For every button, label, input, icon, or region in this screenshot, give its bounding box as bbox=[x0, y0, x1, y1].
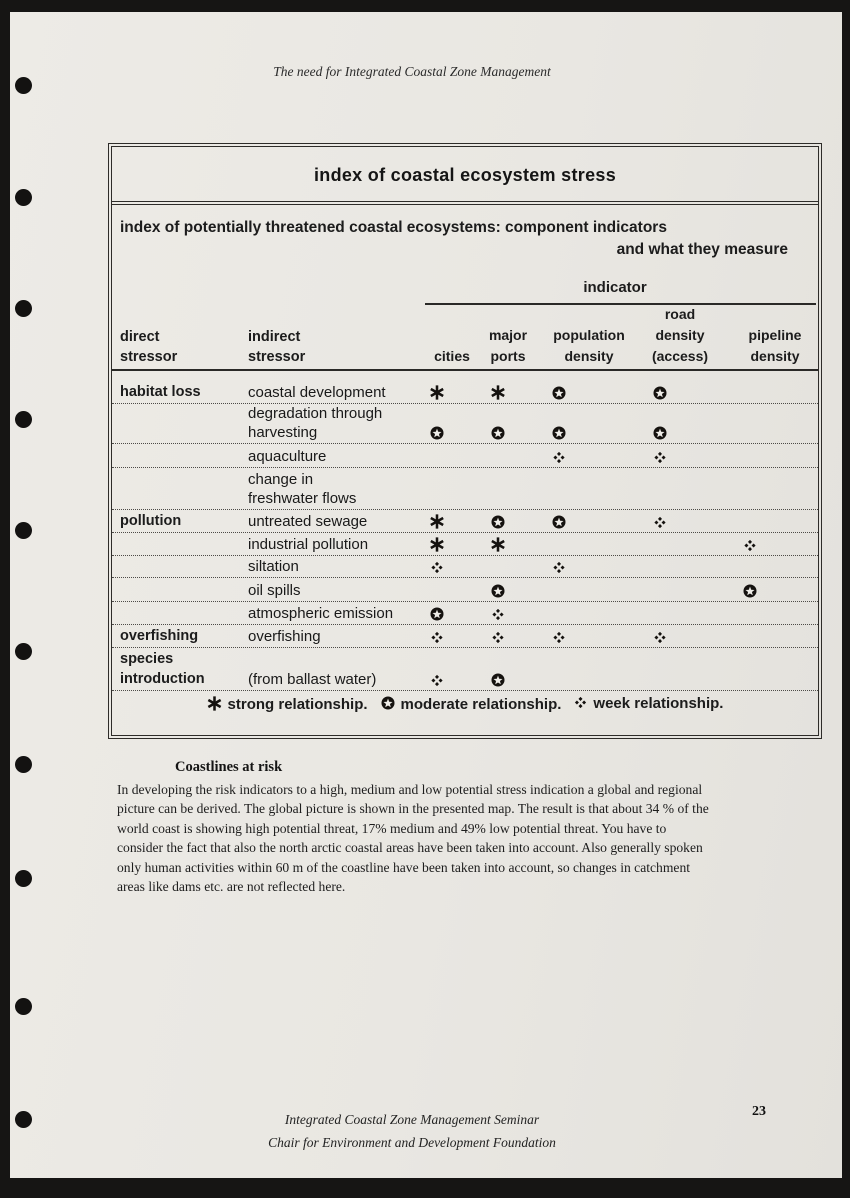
direct-stressor-label: overfishing bbox=[120, 628, 199, 644]
relationship-cell bbox=[430, 607, 444, 621]
indirect-stressor-label: overfishing bbox=[248, 628, 321, 645]
relationship-cell bbox=[552, 386, 566, 400]
relationship-cell bbox=[430, 426, 444, 440]
column-header-band bbox=[112, 307, 818, 369]
four-diamonds-icon bbox=[553, 451, 566, 468]
legend-label: strong relationship. bbox=[227, 696, 368, 713]
title-divider bbox=[112, 201, 818, 205]
indirect-stressor-label: coastal development bbox=[248, 384, 386, 401]
relationship-cell bbox=[552, 515, 566, 529]
header-divider bbox=[112, 369, 818, 371]
relationship-cell bbox=[431, 631, 444, 644]
relationship-cell bbox=[552, 426, 566, 440]
table-row bbox=[112, 373, 818, 404]
table-subtitle-line-1: index of potentially threatened coastal ecosystems: component indicators bbox=[120, 219, 667, 236]
heavy-asterisk-icon bbox=[491, 387, 506, 404]
indirect-stressor-label: untreated sewage bbox=[248, 513, 368, 530]
hole-punch bbox=[15, 756, 32, 773]
heavy-asterisk-icon bbox=[207, 695, 222, 714]
table-title: index of coastal ecosystem stress bbox=[313, 165, 617, 185]
legend-item bbox=[207, 695, 368, 714]
table-body bbox=[112, 373, 818, 691]
circled-white-star-icon bbox=[743, 585, 757, 602]
hole-punch bbox=[15, 870, 32, 887]
four-diamonds-icon bbox=[553, 631, 566, 648]
direct-stressor-label: species introduction bbox=[120, 651, 205, 687]
indirect-stressor-label: siltation bbox=[248, 558, 299, 575]
column-header-indirect-stressor: indirect stressor bbox=[248, 329, 306, 365]
hole-punch bbox=[15, 77, 32, 94]
legend-item bbox=[574, 695, 723, 712]
relationship-cell bbox=[653, 426, 667, 440]
table-subtitle-line-2: and what they measure bbox=[616, 241, 788, 258]
hole-punch bbox=[15, 300, 32, 317]
circled-white-star-icon bbox=[552, 427, 566, 444]
indirect-stressor-label: industrial pollution bbox=[248, 536, 369, 553]
section-heading: Coastlines at risk bbox=[175, 759, 283, 775]
relationship-cell bbox=[553, 451, 566, 464]
relationship-cell bbox=[491, 385, 506, 400]
section-paragraph: In developing the risk indicators to a high, medium and low potential stress indication a global and regional picture can be derived. The global picture is shown in the presented map. The result is that about 34 % of the world coast is showing high potential threat, 17% medium and 49% low potential threat. You have to consider the fact that also the north arctic coastal areas have been taken into account. Also generally spoken only human activities within 60 m of the coastline have been taken into account, so changes in catchment areas like dams etc. are not reflected here. bbox=[117, 782, 709, 895]
indicator-group-label: indicator bbox=[583, 279, 647, 296]
indirect-stressor-label: (from ballast water) bbox=[248, 671, 377, 688]
footer-line-2: Chair for Environment and Development Foundation bbox=[268, 1135, 556, 1150]
hole-punch bbox=[15, 411, 32, 428]
table-row bbox=[112, 625, 818, 648]
hole-punch bbox=[15, 522, 32, 539]
footer-line-1: Integrated Coastal Zone Management Seminar bbox=[284, 1112, 540, 1127]
indirect-stressor-label: aquaculture bbox=[248, 448, 327, 465]
circled-white-star-icon bbox=[430, 427, 444, 444]
page-footer bbox=[112, 1108, 712, 1154]
table-row bbox=[112, 556, 818, 578]
indirect-stressor-label: atmospheric emission bbox=[248, 605, 394, 622]
hole-punch bbox=[15, 1111, 32, 1128]
indirect-stressor-label: change in freshwater flows bbox=[248, 471, 357, 507]
relationship-cell bbox=[430, 385, 445, 400]
relationship-cell bbox=[654, 451, 667, 464]
indicator-underline bbox=[425, 303, 816, 305]
circled-white-star-icon bbox=[653, 387, 667, 404]
table-row bbox=[112, 533, 818, 556]
relationship-cell bbox=[431, 561, 444, 574]
column-header-cities: cities bbox=[434, 348, 470, 364]
circled-white-star-icon bbox=[552, 387, 566, 404]
relationship-cell bbox=[654, 631, 667, 644]
relationship-cell bbox=[430, 537, 445, 552]
circled-white-star-icon bbox=[491, 427, 505, 444]
four-diamonds-icon bbox=[654, 631, 667, 648]
relationship-cell bbox=[492, 631, 505, 644]
table-row bbox=[112, 404, 818, 444]
hole-punch bbox=[15, 189, 32, 206]
legend-label: moderate relationship. bbox=[400, 695, 562, 713]
column-header-pipeline: pipeline density bbox=[748, 327, 802, 364]
four-diamonds-icon bbox=[654, 516, 667, 533]
circled-white-star-icon bbox=[653, 427, 667, 444]
four-diamonds-icon bbox=[431, 561, 444, 578]
four-diamonds-icon bbox=[654, 451, 667, 468]
four-diamonds-icon bbox=[492, 608, 505, 625]
running-header: The need for Integrated Coastal Zone Management bbox=[273, 64, 551, 79]
heavy-asterisk-icon bbox=[491, 539, 506, 556]
relationship-cell bbox=[654, 516, 667, 529]
column-header-major: major ports bbox=[488, 327, 528, 364]
relationship-cell bbox=[430, 514, 445, 529]
heavy-asterisk-icon bbox=[430, 387, 445, 404]
stress-index-table bbox=[111, 146, 819, 736]
legend-label: week relationship. bbox=[593, 695, 724, 712]
relationship-cell bbox=[491, 426, 505, 440]
relationship-cell bbox=[491, 584, 505, 598]
circled-white-star-icon bbox=[430, 608, 444, 625]
circled-white-star-icon bbox=[491, 585, 505, 602]
column-header-direct-stressor: direct stressor bbox=[120, 329, 178, 365]
four-diamonds-icon bbox=[574, 695, 587, 712]
four-diamonds-icon bbox=[553, 561, 566, 578]
relationship-cell bbox=[653, 386, 667, 400]
circled-white-star-icon bbox=[491, 516, 505, 533]
indirect-stressor-label: oil spills bbox=[248, 582, 301, 599]
relationship-cell bbox=[744, 539, 757, 552]
legend bbox=[112, 680, 818, 748]
direct-stressor-label: pollution bbox=[120, 513, 182, 529]
relationship-cell bbox=[743, 584, 757, 598]
hole-punch bbox=[15, 643, 32, 660]
table-row bbox=[112, 510, 818, 533]
page-number: 23 bbox=[752, 1104, 766, 1119]
relationship-cell bbox=[492, 608, 505, 621]
circled-white-star-icon bbox=[552, 516, 566, 533]
column-header-population: population density bbox=[553, 327, 625, 364]
circled-white-star-icon bbox=[381, 695, 395, 713]
heavy-asterisk-icon bbox=[430, 516, 445, 533]
direct-stressor-label: habitat loss bbox=[120, 384, 201, 400]
relationship-cell bbox=[491, 537, 506, 552]
table-row bbox=[112, 602, 818, 625]
table-row bbox=[112, 578, 818, 602]
column-header-road: road density (access) bbox=[651, 306, 709, 364]
four-diamonds-icon bbox=[431, 631, 444, 648]
heavy-asterisk-icon bbox=[430, 539, 445, 556]
table-row bbox=[112, 444, 818, 468]
relationship-cell bbox=[553, 561, 566, 574]
relationship-cell bbox=[491, 515, 505, 529]
table-row bbox=[112, 468, 818, 510]
hole-punch bbox=[15, 998, 32, 1015]
indirect-stressor-label: degradation through harvesting bbox=[248, 405, 383, 441]
legend-item bbox=[381, 695, 562, 713]
four-diamonds-icon bbox=[744, 539, 757, 556]
relationship-cell bbox=[553, 631, 566, 644]
four-diamonds-icon bbox=[492, 631, 505, 648]
